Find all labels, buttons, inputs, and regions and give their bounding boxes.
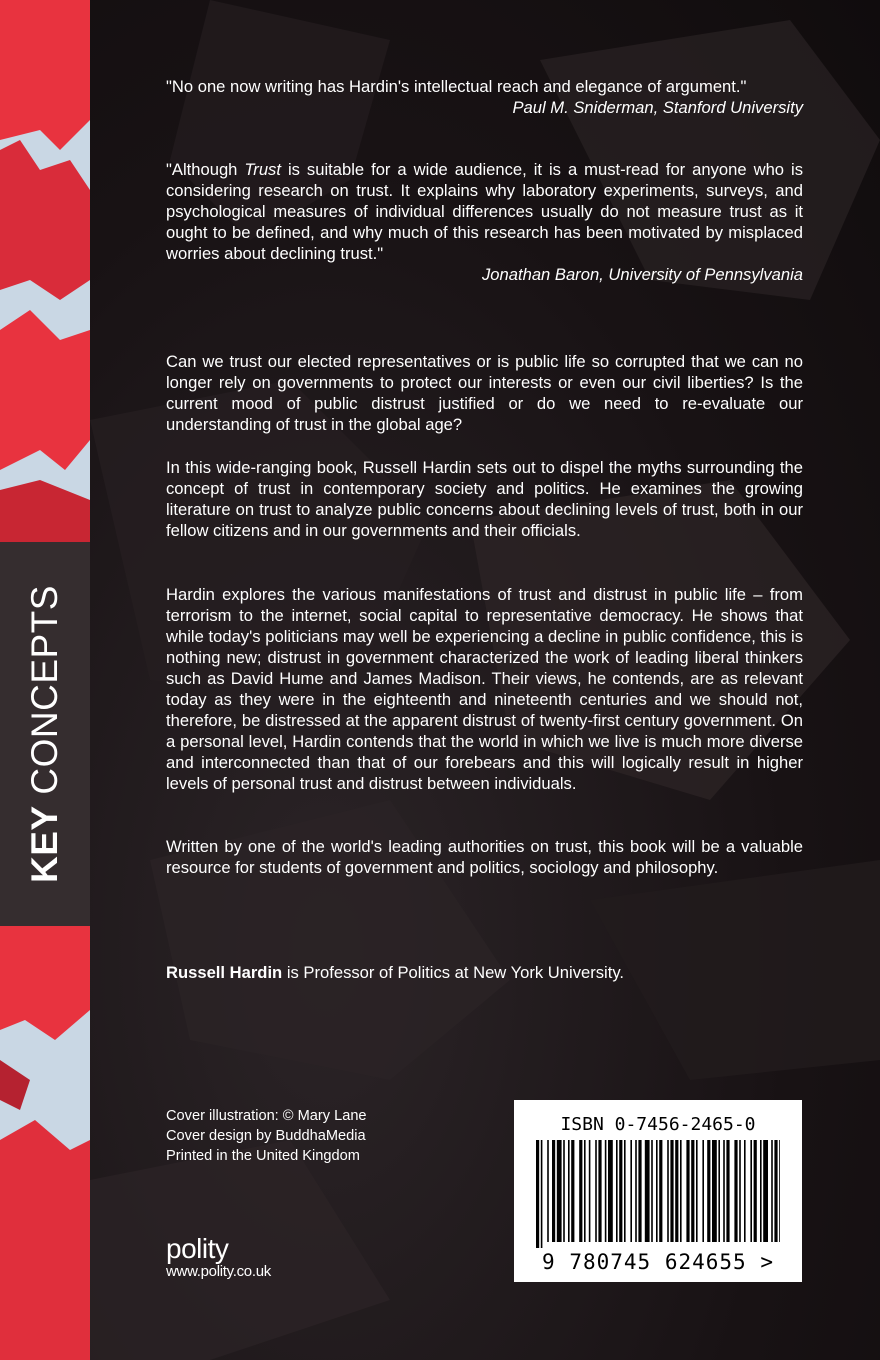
barcode-bar xyxy=(624,1140,626,1242)
barcode-bar xyxy=(739,1140,741,1242)
barcode-bar xyxy=(630,1140,632,1242)
barcode-bar xyxy=(619,1140,622,1242)
quote-2 xyxy=(166,159,803,285)
series-title-bold: KEY xyxy=(24,805,65,883)
barcode-bar xyxy=(568,1140,570,1242)
isbn-barcode xyxy=(514,1100,802,1282)
barcode-bar xyxy=(723,1140,725,1242)
barcode-bar xyxy=(667,1140,669,1242)
barcode-bar xyxy=(712,1140,717,1242)
description-paragraph-2: In this wide-ranging book, Russell Hardin sets out to dispel the myths surrounding the concept of trust in contemporary society and politics. He examines the growing literature on trust to analyze public concerns about declining levels of trust, both in our fellow citizens and in our governments and their officials. xyxy=(166,458,803,540)
barcode-bar xyxy=(779,1140,780,1242)
quote-1 xyxy=(166,76,803,118)
barcode-bar xyxy=(635,1140,637,1242)
barcode-bar xyxy=(563,1140,565,1242)
description-paragraph-1: Can we trust our elected representatives or is public life so corrupted that we can no longer rely on governments to protect our interests or even our civil liberties? Is the current mood of public distrust justified or do we need to re-evaluate our understanding of trust in the global age? xyxy=(166,352,803,434)
barcode-bar xyxy=(645,1140,650,1242)
barcode-bar xyxy=(675,1140,678,1242)
barcode-bar xyxy=(659,1140,662,1242)
quote-1-text: "No one now writing has Hardin's intellectual reach and elegance of argument." xyxy=(166,77,747,96)
ean-number: 9 780745 624655 > xyxy=(542,1250,774,1274)
barcode-bar xyxy=(595,1140,597,1242)
barcode-bar xyxy=(605,1140,607,1242)
barcode-bar xyxy=(579,1140,582,1242)
publisher-name: polity xyxy=(166,1233,229,1264)
barcode-bar xyxy=(651,1140,653,1242)
isbn-number: ISBN 0-7456-2465-0 xyxy=(560,1114,756,1135)
barcode-bar xyxy=(726,1140,729,1242)
barcode-bar xyxy=(608,1140,613,1242)
barcode-bar xyxy=(680,1140,682,1242)
barcode-bar xyxy=(691,1140,694,1242)
barcode-bar xyxy=(616,1140,618,1242)
author-name: Russell Hardin xyxy=(166,963,283,982)
barcode-bar xyxy=(686,1140,689,1242)
author-bio xyxy=(166,962,803,983)
barcode-bar xyxy=(536,1140,539,1248)
barcode-bar xyxy=(541,1140,543,1248)
series-title xyxy=(24,585,66,883)
credit-printed: Printed in the United Kingdom xyxy=(166,1148,360,1164)
barcode-bar xyxy=(547,1140,549,1242)
series-title-rest: CONCEPTS xyxy=(24,585,65,806)
description-paragraph-4: Written by one of the world's leading authorities on trust, this book will be a valuable resource for students of government and politics, sociology and philosophy. xyxy=(166,837,803,877)
description-paragraph xyxy=(166,836,803,878)
barcode-bar xyxy=(774,1140,777,1242)
description-paragraph xyxy=(166,351,803,435)
barcode-bar xyxy=(571,1140,574,1242)
barcode-bar xyxy=(584,1140,586,1242)
barcode-bar xyxy=(638,1140,641,1242)
credit-illustration: Cover illustration: © Mary Lane xyxy=(166,1108,367,1124)
barcode-bar xyxy=(589,1140,591,1242)
quote-2-text-post: is suitable for a wide audience, it is a must-read for anyone who is considering research on trust. It explains why laboratory experiments, surveys, and psychological measures of individual differences usually do not measure trust as it ought to be defined, and why much of this research has been motivated by misplaced worries about declining trust." xyxy=(166,160,804,263)
barcode-bar xyxy=(670,1140,673,1242)
description-paragraph xyxy=(166,584,803,794)
barcode-bar xyxy=(734,1140,737,1242)
quote-2-attribution: Jonathan Baron, University of Pennsylvania xyxy=(482,265,803,284)
publisher-logo xyxy=(166,1234,271,1280)
credit-design: Cover design by BuddhaMedia xyxy=(166,1128,366,1144)
author-bio-text: is Professor of Politics at New York University. xyxy=(282,963,625,982)
barcode-bar xyxy=(552,1140,555,1242)
barcode-bar xyxy=(702,1140,704,1242)
quote-2-text xyxy=(166,159,803,264)
barcode-bar xyxy=(598,1140,601,1242)
barcode-bar xyxy=(750,1140,752,1242)
barcode-bars xyxy=(536,1140,780,1248)
barcode-bar xyxy=(771,1140,773,1242)
barcode-bar xyxy=(744,1140,746,1242)
barcode-bar xyxy=(763,1140,768,1242)
quote-2-book-title: Trust xyxy=(244,160,281,179)
barcode-bar xyxy=(718,1140,720,1242)
barcode-bar xyxy=(557,1140,562,1242)
quote-2-text-pre: "Although xyxy=(166,160,245,179)
spine xyxy=(0,0,90,1360)
credits xyxy=(166,1106,367,1166)
back-cover xyxy=(90,0,880,1360)
barcode-bar xyxy=(696,1140,698,1242)
barcode-bar xyxy=(707,1140,710,1242)
barcode-bar xyxy=(754,1140,757,1242)
description-paragraph xyxy=(166,457,803,541)
publisher-url: www.polity.co.uk xyxy=(166,1263,271,1280)
barcode-bar xyxy=(760,1140,762,1242)
barcode-bar xyxy=(656,1140,658,1242)
description-paragraph-3: Hardin explores the various manifestations of trust and distrust in public life – from terrorism to the internet, social capital to representative democracy. He shows that while today's politicians may well be experiencing a decline in public confidence, this is nothing new; distrust in government characterized the work of leading liberal thinkers such as David Hume and James Madison. Their views, he contends, are as relevant today as they were in the eighteenth and nineteenth centuries and we should not, therefore, be distressed at the apparent distrust of twenty-first century government. On a personal level, Hardin contends that the world in which we live is much more diverse and interconnected than that of our forebears and this will logically result in higher levels of personal trust and distrust between individuals. xyxy=(166,585,803,793)
quote-1-attribution: Paul M. Sniderman, Stanford University xyxy=(512,98,803,117)
